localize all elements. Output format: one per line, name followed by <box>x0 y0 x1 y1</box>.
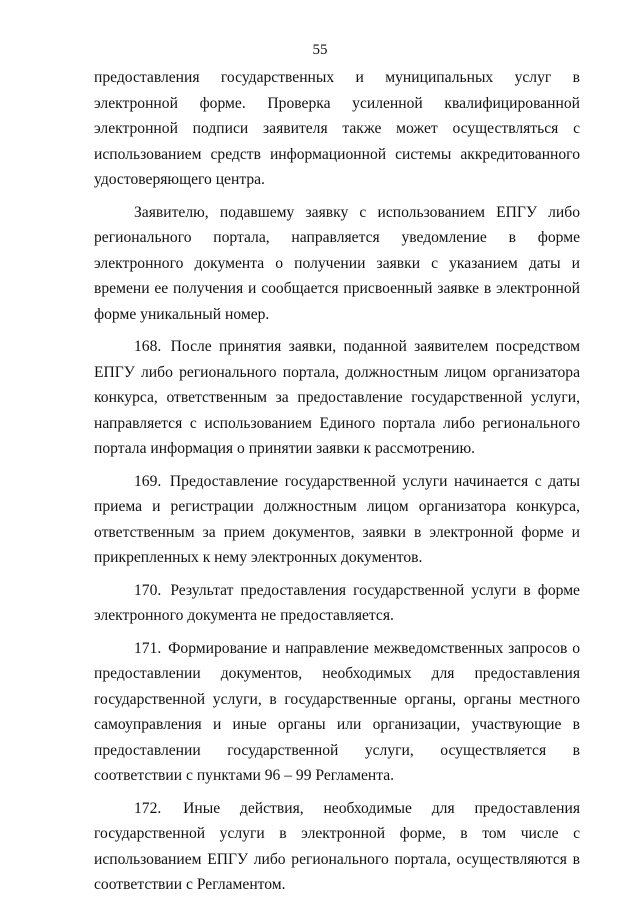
paragraph-number: 169. <box>134 472 162 490</box>
paragraph-number: 172. <box>134 799 162 817</box>
paragraph-text: Результат предоставления государственной услуги в форме электронного документа не предоставляется. <box>94 581 580 624</box>
paragraph-text: предоставления государственных и муниципальных услуг в электронной форме. Проверка усиленной квалифицированной электронной подписи заявителя также может осуществляться с использованием средств информационной системы аккредитованного удостоверяющего центра. <box>94 69 580 188</box>
paragraph-172 <box>94 796 580 898</box>
paragraph-169 <box>94 469 580 571</box>
paragraph-number: 170. <box>134 581 162 599</box>
paragraph-170 <box>94 578 580 629</box>
paragraph-text: Заявителю, подавшему заявку с использованием ЕПГУ либо регионального портала, направляется уведомление в форме электронного документа о получении заявки с указанием даты и времени ее получения и сообщается присвоенный заявке в электронной форме уникальный номер. <box>94 203 580 323</box>
paragraph-text: Предоставление государственной услуги начинается с даты приема и регистрации должностным лицом организатора конкурса, ответственным за прием документов, заявки в электронной форме и прикрепленных к нему электронных документов. <box>94 472 580 566</box>
paragraph-continuation <box>94 65 580 193</box>
page-number: 55 <box>312 42 328 58</box>
paragraph-168 <box>94 334 580 462</box>
paragraph-number: 168. <box>134 338 162 355</box>
paragraph-text: Формирование и направление межведомственных запросов о предоставлении документов, необходимых для предоставления государственной услуги, в государственные органы, органы местного самоуправления и иные органы или организации, участвующие в предоставлении государственной услуги, осуществляется в соответствии с пунктами 96 – 99 Регламента. <box>94 639 580 784</box>
paragraph-text: После принятия заявки, поданной заявителем посредством ЕПГУ либо регионального портала, должностным лицом организатора конкурса, ответственным за предоставление государственной услуги, направляется с использованием Единого портала либо регионального портала информация о принятии заявки к рассмотрению. <box>94 338 580 457</box>
paragraph-text: Иные действия, необходимые для предоставления государственной услуги в электронной форме, в том числе с использованием ЕПГУ либо регионального портала, осуществляются в соответствии с Регламентом. <box>94 799 580 893</box>
document-body <box>94 65 580 905</box>
paragraph-notification <box>94 200 580 328</box>
paragraph-171 <box>94 636 580 789</box>
paragraph-number: 171. <box>134 639 162 657</box>
